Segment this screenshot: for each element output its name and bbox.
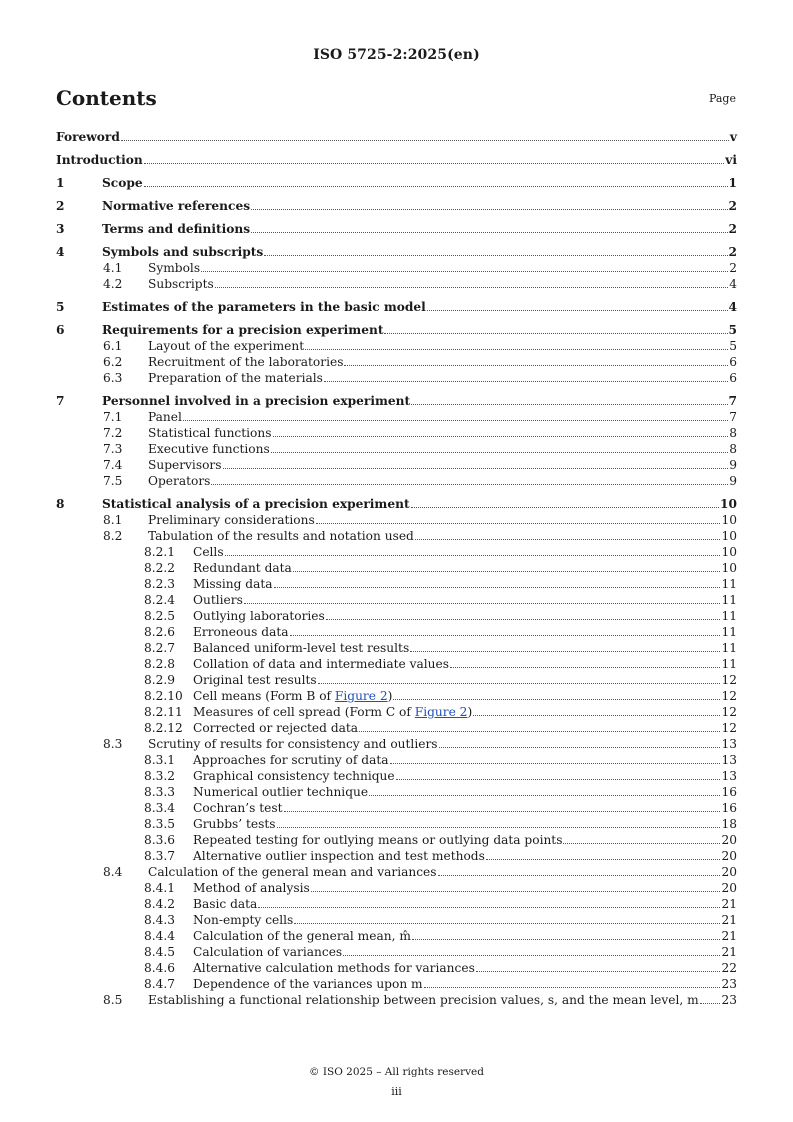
toc-entry-title[interactable]: Cochran’s test	[193, 801, 283, 815]
toc-entry[interactable]	[56, 816, 737, 832]
toc-entry-number: 8.1	[103, 513, 123, 527]
toc-entry-page: 21	[721, 929, 737, 943]
toc-entry-page: 5	[728, 323, 737, 337]
toc-entry-page: 11	[721, 625, 737, 639]
toc-entry-number: 8.2.2	[144, 561, 176, 575]
toc-entry-number: 8.2.10	[144, 689, 183, 703]
toc-entry[interactable]	[56, 425, 737, 441]
toc-entry-title[interactable]: Personnel involved in a precision experiment	[102, 394, 411, 408]
toc-entry-title[interactable]: Statistical functions	[148, 426, 272, 440]
dot-leader	[274, 576, 721, 588]
toc-entry-page: 11	[721, 577, 737, 591]
toc-entry-number: 8.4.2	[144, 897, 176, 911]
toc-entry-title-text: Measures of cell spread (Form C of	[193, 705, 415, 719]
toc-entry-number: 8.3.7	[144, 849, 176, 863]
toc-entry[interactable]	[56, 276, 737, 292]
toc-entry-number: 7.4	[103, 458, 123, 472]
toc-entry[interactable]	[56, 322, 737, 338]
dot-leader	[183, 409, 728, 421]
toc-entry[interactable]	[56, 944, 737, 960]
toc-entry-number: 8.3.4	[144, 801, 176, 815]
toc-entry-page: 20	[721, 865, 737, 879]
dot-leader	[121, 129, 729, 141]
toc-entry-title[interactable]: Balanced uniform-level test results	[193, 641, 410, 655]
dot-leader	[439, 736, 721, 748]
toc-entry-title[interactable]: Requirements for a precision experiment	[102, 323, 384, 337]
dot-leader	[294, 912, 720, 924]
toc-entry-number: 7.5	[103, 474, 123, 488]
dot-leader	[316, 512, 721, 524]
toc-entry[interactable]	[56, 720, 737, 736]
dot-leader	[293, 560, 721, 572]
dot-leader	[393, 688, 720, 700]
toc-entry-page: 11	[721, 657, 737, 671]
toc-entry-number: 8.3.1	[144, 753, 176, 767]
toc-entry[interactable]	[56, 768, 737, 784]
toc-entry-title[interactable]: Outliers	[193, 593, 243, 607]
dot-leader	[411, 496, 719, 508]
toc-entry[interactable]	[56, 688, 737, 704]
toc-entry[interactable]	[56, 175, 737, 191]
toc-entry[interactable]	[56, 576, 737, 592]
toc-entry-page: 18	[721, 817, 737, 831]
toc-entry-title[interactable]: Erroneous data	[193, 625, 289, 639]
toc-entry-number: 5	[56, 300, 65, 314]
toc-entry[interactable]	[56, 752, 737, 768]
toc-entry-title[interactable]: Original test results	[193, 673, 317, 687]
toc-entry-page: 8	[729, 442, 737, 456]
figure-link[interactable]: Figure 2	[414, 705, 468, 719]
toc-entry-page: 10	[721, 529, 737, 543]
toc-entry[interactable]	[56, 800, 737, 816]
toc-entry[interactable]	[56, 848, 737, 864]
toc-entry-number: 8.2.5	[144, 609, 176, 623]
toc-entry[interactable]	[56, 624, 737, 640]
toc-entry-title[interactable]: Basic data	[193, 897, 258, 911]
dot-leader	[415, 528, 721, 540]
dot-leader	[318, 672, 721, 684]
toc-entry[interactable]	[56, 736, 737, 752]
toc-entry-number: 6.3	[103, 371, 123, 385]
toc-entry-page: 12	[721, 705, 737, 719]
dot-leader	[211, 473, 728, 485]
toc-entry-title[interactable]: Estimates of the parameters in the basic model	[102, 300, 426, 314]
toc-entry[interactable]	[56, 880, 737, 896]
dot-leader	[264, 244, 727, 256]
dot-leader	[144, 175, 728, 187]
toc-entry-title[interactable]: Supervisors	[148, 458, 222, 472]
toc-entry-title-suffix: )	[387, 689, 393, 703]
toc-entry-page: 12	[721, 721, 737, 735]
dot-leader	[144, 152, 724, 164]
toc-entry-number: 8.2	[103, 529, 123, 543]
toc-entry-page: 9	[729, 458, 737, 472]
toc-entry[interactable]	[56, 608, 737, 624]
toc-entry[interactable]	[56, 441, 737, 457]
toc-entry-title[interactable]: Recruitment of the laboratories	[148, 355, 344, 369]
toc-entry-number: 8.4.6	[144, 961, 176, 975]
copyright-notice: © ISO 2025 – All rights reserved	[309, 1066, 484, 1078]
toc-entry-number: 8.2.4	[144, 593, 176, 607]
toc-entry[interactable]	[56, 409, 737, 425]
toc-entry-page: 2	[728, 199, 737, 213]
toc-entry-title[interactable]: Alternative outlier inspection and test methods	[193, 849, 485, 863]
toc-entry-page: 6	[729, 371, 737, 385]
toc-entry[interactable]	[56, 338, 737, 354]
toc-entry-title[interactable]: Calculation of the general mean and variances	[148, 865, 437, 879]
dot-leader	[343, 944, 720, 956]
dot-leader	[410, 640, 720, 652]
toc-entry-number: 8.4.5	[144, 945, 176, 959]
toc-entry-number: 4.2	[103, 277, 123, 291]
dot-leader	[201, 260, 728, 272]
toc-entry-title[interactable]: Corrected or rejected data	[193, 721, 359, 735]
dot-leader	[251, 198, 727, 210]
dot-leader	[438, 864, 721, 876]
dot-leader	[215, 276, 728, 288]
toc-entry-title[interactable]: Panel	[148, 410, 182, 424]
toc-entry[interactable]	[56, 129, 737, 145]
toc-entry-number: 1	[56, 176, 65, 190]
dot-leader	[473, 704, 720, 716]
toc-entry[interactable]	[56, 656, 737, 672]
toc-entry-number: 8.4.3	[144, 913, 176, 927]
dot-leader	[700, 992, 721, 1004]
toc-entry[interactable]	[56, 704, 737, 720]
dot-leader	[450, 656, 721, 668]
toc-entry-title[interactable]: Preliminary considerations	[148, 513, 315, 527]
toc-entry-title[interactable]: Preparation of the materials	[148, 371, 323, 385]
toc-entry[interactable]	[56, 198, 737, 214]
toc-entry-page: 20	[721, 833, 737, 847]
toc-entry-title[interactable]: Graphical consistency technique	[193, 769, 395, 783]
dot-leader	[396, 768, 721, 780]
toc-entry[interactable]	[56, 512, 737, 528]
toc-entry-number: 8.3.2	[144, 769, 176, 783]
toc-entry-number: 8.3.3	[144, 785, 176, 799]
toc-entry-page: 2	[728, 222, 737, 236]
document-id: ISO 5725-2:2025(en)	[313, 47, 480, 63]
toc-entry-title[interactable]: Non-empty cells	[193, 913, 294, 927]
toc-entry-page: 4	[729, 277, 737, 291]
toc-entry-page: 6	[729, 355, 737, 369]
toc-entry-number: 8.2.11	[144, 705, 183, 719]
dot-leader	[277, 816, 721, 828]
toc-entry-number: 8.4.1	[144, 881, 176, 895]
toc-entry-number: 3	[56, 222, 65, 236]
toc-entry-page: 10	[721, 513, 737, 527]
dot-leader	[258, 896, 720, 908]
toc-entry-number: 7	[56, 394, 65, 408]
toc-entry-page: 22	[721, 961, 737, 975]
dot-leader	[369, 784, 720, 796]
dot-leader	[225, 544, 721, 556]
toc-entry-title[interactable]: Dependence of the variances upon m	[193, 977, 423, 991]
toc-entry-number: 8.2.6	[144, 625, 176, 639]
dot-leader	[284, 800, 721, 812]
toc-entry-number: 8.2.8	[144, 657, 176, 671]
toc-entry-title[interactable]: Subscripts	[148, 277, 214, 291]
toc-entry-title[interactable]: Operators	[148, 474, 211, 488]
toc-entry-page: 12	[721, 689, 737, 703]
figure-link[interactable]: Figure 2	[334, 689, 388, 703]
toc-entry-page: 2	[729, 261, 737, 275]
toc-entry[interactable]	[56, 976, 737, 992]
toc-entry-number: 8.2.12	[144, 721, 183, 735]
toc-entry-title[interactable]: Statistical analysis of a precision experiment	[102, 497, 410, 511]
toc-entry-title[interactable]: Calculation of the general mean, m̂	[193, 929, 411, 943]
toc-entry-title[interactable]: Scope	[102, 176, 143, 190]
toc-entry-title[interactable]	[193, 688, 392, 704]
dot-leader	[412, 928, 721, 940]
toc-entry-title[interactable]: Cells	[193, 545, 224, 559]
toc-entry-title[interactable]: Layout of the experiment	[148, 339, 305, 353]
toc-entry-number: 8	[56, 497, 65, 511]
dot-leader	[244, 592, 721, 604]
toc-entry[interactable]	[56, 672, 737, 688]
toc-entry-page: 16	[721, 785, 737, 799]
toc-entry-title[interactable]: Alternative calculation methods for variances	[193, 961, 475, 975]
toc-entry-number: 8.5	[103, 993, 123, 1007]
dot-leader	[411, 393, 727, 405]
toc-entry[interactable]	[56, 152, 737, 168]
toc-entry-page: 5	[729, 339, 737, 353]
toc-entry[interactable]	[56, 244, 737, 260]
toc-entry-page: 8	[729, 426, 737, 440]
toc-entry-number: 7.1	[103, 410, 123, 424]
toc-entry-number: 7.3	[103, 442, 123, 456]
toc-entry-page: 7	[728, 394, 737, 408]
toc-entry-page: 7	[729, 410, 737, 424]
toc-entry-page: 23	[721, 993, 737, 1007]
toc-entry[interactable]	[56, 473, 737, 489]
toc-entry[interactable]	[56, 640, 737, 656]
toc-entry-number: 8.2.9	[144, 673, 176, 687]
dot-leader	[290, 624, 721, 636]
toc-entry-page: 20	[721, 881, 737, 895]
dot-leader	[271, 441, 729, 453]
toc-entry-page: 13	[721, 737, 737, 751]
toc-entry-page: 21	[721, 945, 737, 959]
toc-entry-number: 8.4.7	[144, 977, 176, 991]
toc-entry-title[interactable]: Redundant data	[193, 561, 292, 575]
toc-entry[interactable]	[56, 299, 737, 315]
toc-entry-page: 16	[721, 801, 737, 815]
toc-entry-page: 21	[721, 897, 737, 911]
toc-entry[interactable]	[56, 528, 737, 544]
toc-entry-title[interactable]: Grubbs’ tests	[193, 817, 276, 831]
toc-entry-title[interactable]: Terms and definitions	[102, 222, 251, 236]
toc-entry-title[interactable]	[193, 704, 472, 720]
dot-leader	[223, 457, 729, 469]
toc-entry-title[interactable]: Collation of data and intermediate values	[193, 657, 449, 671]
toc-entry-number: 8.4	[103, 865, 123, 879]
toc-entry-title[interactable]: Foreword	[56, 130, 120, 144]
dot-leader	[311, 880, 721, 892]
toc-entry-number: 7.2	[103, 426, 123, 440]
toc-entry-page: 11	[721, 609, 737, 623]
toc-entry-page: 11	[721, 593, 737, 607]
toc-entry-title[interactable]: Numerical outlier technique	[193, 785, 369, 799]
toc-entry-title[interactable]: Executive functions	[148, 442, 270, 456]
toc-entry[interactable]	[56, 457, 737, 473]
toc-entry[interactable]	[56, 896, 737, 912]
toc-entry-page: 21	[721, 913, 737, 927]
toc-entry-page: 10	[720, 497, 737, 511]
toc-entry-title[interactable]: Normative references	[102, 199, 251, 213]
toc-entry-title[interactable]: Outlying laboratories	[193, 609, 325, 623]
toc-entry-number: 8.3.5	[144, 817, 176, 831]
dot-leader	[563, 832, 720, 844]
toc-entry-title[interactable]: Symbols	[148, 261, 201, 275]
toc-entry-page: 10	[721, 561, 737, 575]
toc-entry[interactable]	[56, 260, 737, 276]
toc-entry-page: v	[729, 130, 737, 144]
toc-entry-title[interactable]: Scrutiny of results for consistency and outliers	[148, 737, 438, 751]
toc-entry-page: vi	[725, 153, 737, 167]
dot-leader	[251, 221, 727, 233]
toc-entry[interactable]	[56, 354, 737, 370]
toc-entry-number: 6	[56, 323, 65, 337]
toc-entry-title[interactable]: Calculation of variances	[193, 945, 343, 959]
dot-leader	[476, 960, 721, 972]
toc-entry-title[interactable]: Tabulation of the results and notation used	[148, 529, 414, 543]
toc-entry-page: 9	[729, 474, 737, 488]
toc-entry[interactable]	[56, 912, 737, 928]
toc-entry-page: 1	[728, 176, 737, 190]
toc-entry-page: 4	[728, 300, 737, 314]
toc-entry[interactable]	[56, 864, 737, 880]
toc-entry-number: 6.1	[103, 339, 123, 353]
dot-leader	[359, 720, 720, 732]
toc-entry[interactable]	[56, 832, 737, 848]
dot-leader	[273, 425, 729, 437]
dot-leader	[305, 338, 728, 350]
dot-leader	[326, 608, 721, 620]
dot-leader	[486, 848, 721, 860]
toc-entry[interactable]	[56, 221, 737, 237]
dot-leader	[424, 976, 721, 988]
toc-entry-title[interactable]: Approaches for scrutiny of data	[193, 753, 389, 767]
toc-entry-title[interactable]: Introduction	[56, 153, 143, 167]
toc-entry[interactable]	[56, 370, 737, 386]
dot-leader	[324, 370, 728, 382]
toc-entry[interactable]	[56, 592, 737, 608]
toc-entry[interactable]	[56, 496, 737, 512]
toc-entry-title[interactable]: Missing data	[193, 577, 273, 591]
toc-entry-title-suffix: )	[467, 705, 473, 719]
toc-entry-number: 4	[56, 245, 65, 259]
page-number: iii	[391, 1085, 402, 1098]
dot-leader	[384, 322, 727, 334]
toc-entry[interactable]	[56, 960, 737, 976]
toc-entry-title[interactable]: Establishing a functional relationship between precision values, s, and the mean level, m	[148, 993, 699, 1007]
toc-entry-title[interactable]: Method of analysis	[193, 881, 310, 895]
toc-entry[interactable]	[56, 992, 737, 1008]
toc-entry-number: 4.1	[103, 261, 123, 275]
dot-leader	[390, 752, 721, 764]
toc-entry-number: 8.3	[103, 737, 123, 751]
toc-entry-title[interactable]: Symbols and subscripts	[102, 245, 264, 259]
toc-entry[interactable]	[56, 560, 737, 576]
toc-entry[interactable]	[56, 784, 737, 800]
toc-entry-page: 13	[721, 753, 737, 767]
toc-entry-page: 12	[721, 673, 737, 687]
toc-entry-page: 11	[721, 641, 737, 655]
table-of-contents	[56, 129, 737, 1008]
toc-entry-number: 8.2.3	[144, 577, 176, 591]
toc-entry[interactable]	[56, 928, 737, 944]
toc-entry-number: 2	[56, 199, 65, 213]
toc-entry-number: 8.2.7	[144, 641, 176, 655]
page-column-label: Page	[708, 92, 736, 105]
toc-entry-number: 8.3.6	[144, 833, 176, 847]
toc-entry-page: 20	[721, 849, 737, 863]
toc-entry-number: 8.4.4	[144, 929, 176, 943]
toc-entry-page: 13	[721, 769, 737, 783]
toc-entry[interactable]	[56, 393, 737, 409]
toc-entry-title[interactable]: Repeated testing for outlying means or outlying data points	[193, 833, 563, 847]
toc-entry-page: 2	[728, 245, 737, 259]
contents-title: Contents	[56, 86, 157, 110]
toc-entry-page: 10	[721, 545, 737, 559]
toc-entry[interactable]	[56, 544, 737, 560]
dot-leader	[344, 354, 728, 366]
toc-entry-title-text: Cell means (Form B of	[193, 689, 335, 703]
dot-leader	[427, 299, 728, 311]
toc-entry-number: 8.2.1	[144, 545, 176, 559]
toc-entry-number: 6.2	[103, 355, 123, 369]
toc-entry-page: 23	[721, 977, 737, 991]
